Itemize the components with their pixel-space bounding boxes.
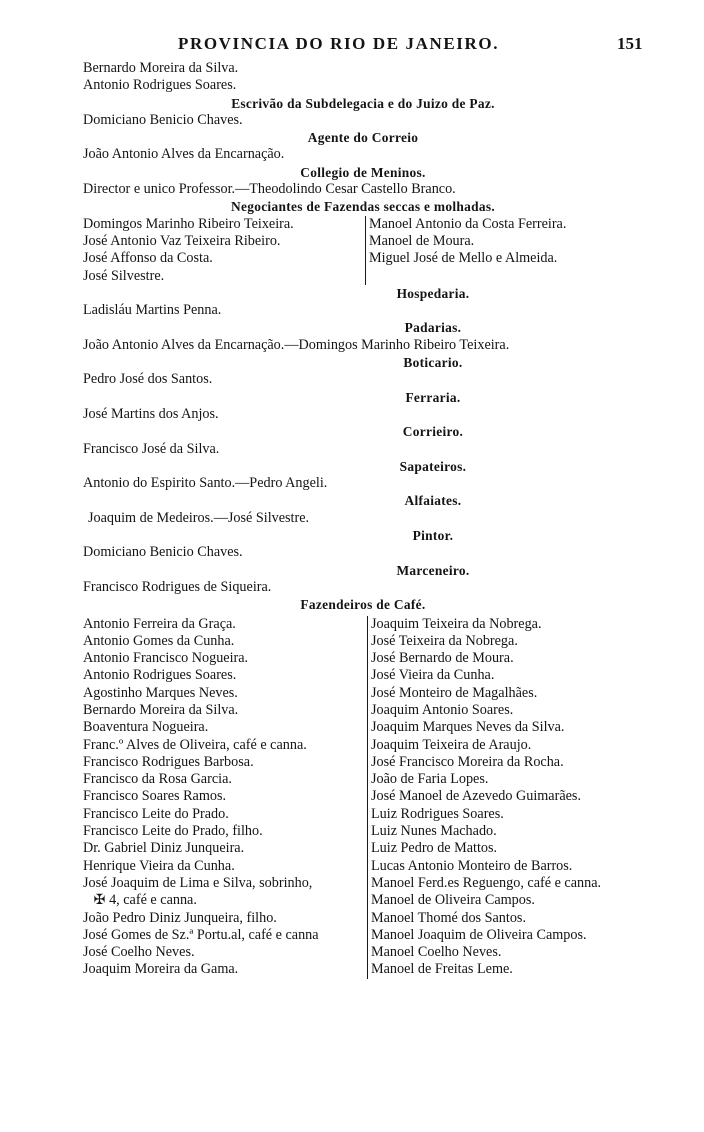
list-item: Joaquim Teixeira de Araujo. xyxy=(371,736,532,753)
list-item: Antonio Gomes da Cunha. xyxy=(83,632,235,649)
section-heading-alfaiates: Alfaiates. xyxy=(404,493,462,509)
list-item: José Teixeira da Nobrega. xyxy=(371,632,518,649)
list-item: Manoel Coelho Neves. xyxy=(371,944,502,961)
text-line: Domiciano Benicio Chaves. xyxy=(83,111,243,128)
list-item: Joaquim Moreira da Gama. xyxy=(83,961,239,978)
section-heading-padarias: Padarias. xyxy=(404,320,462,336)
section-heading-corrieiro: Corrieiro. xyxy=(402,424,464,440)
text-line: Pedro José dos Santos. xyxy=(83,371,213,388)
list-item: Francisco Rodrigues Barbosa. xyxy=(83,753,254,770)
list-item: Manoel de Freitas Leme. xyxy=(371,961,513,978)
section-heading-marceneiro: Marceneiro. xyxy=(396,562,470,578)
text-line: José Martins dos Anjos. xyxy=(83,405,219,422)
list-item: José Bernardo de Moura. xyxy=(371,650,514,667)
list-item: Manoel Antonio da Costa Ferreira. xyxy=(369,215,567,232)
section-heading-escrivao: Escrivão da Subdelegacia e do Juizo de Paz. xyxy=(231,95,495,111)
text-line: Francisco José da Silva. xyxy=(83,440,220,457)
list-item: Manoel Thomé dos Santos. xyxy=(371,909,527,926)
list-item: Antonio Francisco Nogueira. xyxy=(83,650,249,667)
negociantes-right-column xyxy=(365,216,566,285)
list-item: Manoel de Oliveira Campos. xyxy=(371,892,535,909)
list-item: Agostinho Marques Neves. xyxy=(83,684,238,701)
list-item: João de Faria Lopes. xyxy=(371,771,489,788)
text-line: Antonio Rodrigues Soares. xyxy=(83,77,237,94)
fazendeiros-columns xyxy=(83,616,643,979)
text-line: Antonio do Espirito Santo.—Pedro Angeli. xyxy=(83,475,328,492)
list-item: Bernardo Moreira da Silva. xyxy=(83,701,239,718)
list-item: José Gomes de Sz.ª Portu.al, café e canna xyxy=(83,926,319,943)
text-line: Director e unico Professor.—Theodolindo Cesar Castello Branco. xyxy=(83,181,456,198)
list-item: José Antonio Vaz Teixeira Ribeiro. xyxy=(83,232,281,249)
list-item: Francisco Leite do Prado. xyxy=(83,805,229,822)
list-item: Lucas Antonio Monteiro de Barros. xyxy=(371,857,573,874)
text-line: Francisco Rodrigues de Siqueira. xyxy=(83,578,272,595)
text-line: João Antonio Alves da Encarnação.—Domingos Marinho Ribeiro Teixeira. xyxy=(83,336,510,353)
list-item: José Joaquim de Lima e Silva, sobrinho, xyxy=(83,874,313,891)
page-number: 151 xyxy=(617,34,643,53)
list-item: Manoel Ferd.es Reguengo, café e canna. xyxy=(371,874,602,891)
text-line: Bernardo Moreira da Silva. xyxy=(83,60,239,76)
fazendeiros-right-column xyxy=(367,616,601,979)
section-heading-pintor: Pintor. xyxy=(412,528,454,544)
list-item: José Affonso da Costa. xyxy=(83,250,213,267)
list-item: José Francisco Moreira da Rocha. xyxy=(371,753,564,770)
list-item: Manoel Joaquim de Oliveira Campos. xyxy=(371,926,587,943)
list-item: Franc.º Alves de Oliveira, café e canna. xyxy=(83,736,307,753)
list-item: José Coelho Neves. xyxy=(83,944,195,961)
list-item: Luiz Pedro de Mattos. xyxy=(371,840,498,857)
text-line: Joaquim de Medeiros.—José Silvestre. xyxy=(88,509,310,526)
text-line: Ladisláu Martins Penna. xyxy=(83,302,222,319)
list-item: Antonio Ferreira da Graça. xyxy=(83,615,236,632)
list-item: Joaquim Antonio Soares. xyxy=(371,701,514,718)
list-item: João Pedro Diniz Junqueira, filho. xyxy=(83,909,277,926)
section-heading-boticario: Boticario. xyxy=(403,355,463,371)
list-item xyxy=(369,268,566,285)
list-item: Domingos Marinho Ribeiro Teixeira. xyxy=(83,215,294,232)
page-header-title: PROVINCIA DO RIO DE JANEIRO. xyxy=(178,34,500,53)
page-content xyxy=(83,60,643,979)
section-heading-negociantes: Negociantes de Fazendas seccas e molhadas. xyxy=(230,199,496,215)
fazendeiros-left-column xyxy=(83,616,367,979)
negociantes-left-column xyxy=(83,216,365,285)
section-heading-fazendeiros: Fazendeiros de Café. xyxy=(300,597,426,613)
list-item: Henrique Vieira da Cunha. xyxy=(83,857,235,874)
text-line: Domiciano Benicio Chaves. xyxy=(83,544,243,561)
list-item: José Vieira da Cunha. xyxy=(371,667,495,684)
negociantes-columns xyxy=(83,216,643,285)
section-heading-sapateiros: Sapateiros. xyxy=(399,458,467,474)
list-item: José Silvestre. xyxy=(83,267,165,284)
list-item: Joaquim Marques Neves da Silva. xyxy=(371,719,565,736)
section-heading-hospedaria: Hospedaria. xyxy=(396,285,470,301)
list-item: Francisco Soares Ramos. xyxy=(83,788,227,805)
text-line: João Antonio Alves da Encarnação. xyxy=(83,146,285,163)
section-heading-ferraria: Ferraria. xyxy=(405,389,461,405)
section-heading-collegio: Collegio de Meninos. xyxy=(300,164,426,180)
list-item: Luiz Nunes Machado. xyxy=(371,823,497,840)
list-item: Francisco Leite do Prado, filho. xyxy=(83,823,263,840)
list-item: Francisco da Rosa Garcia. xyxy=(83,771,232,788)
list-item: Joaquim Teixeira da Nobrega. xyxy=(371,615,542,632)
list-item: Dr. Gabriel Diniz Junqueira. xyxy=(83,840,245,857)
list-item: Luiz Rodrigues Soares. xyxy=(371,805,504,822)
list-item: ✠ 4, café e canna. xyxy=(83,892,197,909)
list-item: José Manoel de Azevedo Guimarães. xyxy=(371,788,581,805)
list-item: Boaventura Nogueira. xyxy=(83,719,209,736)
list-item: Miguel José de Mello e Almeida. xyxy=(369,250,558,267)
list-item: Manoel de Moura. xyxy=(369,232,475,249)
list-item: Antonio Rodrigues Soares. xyxy=(83,667,237,684)
list-item: José Monteiro de Magalhães. xyxy=(371,684,538,701)
section-heading-agente: Agente do Correio xyxy=(307,130,419,146)
